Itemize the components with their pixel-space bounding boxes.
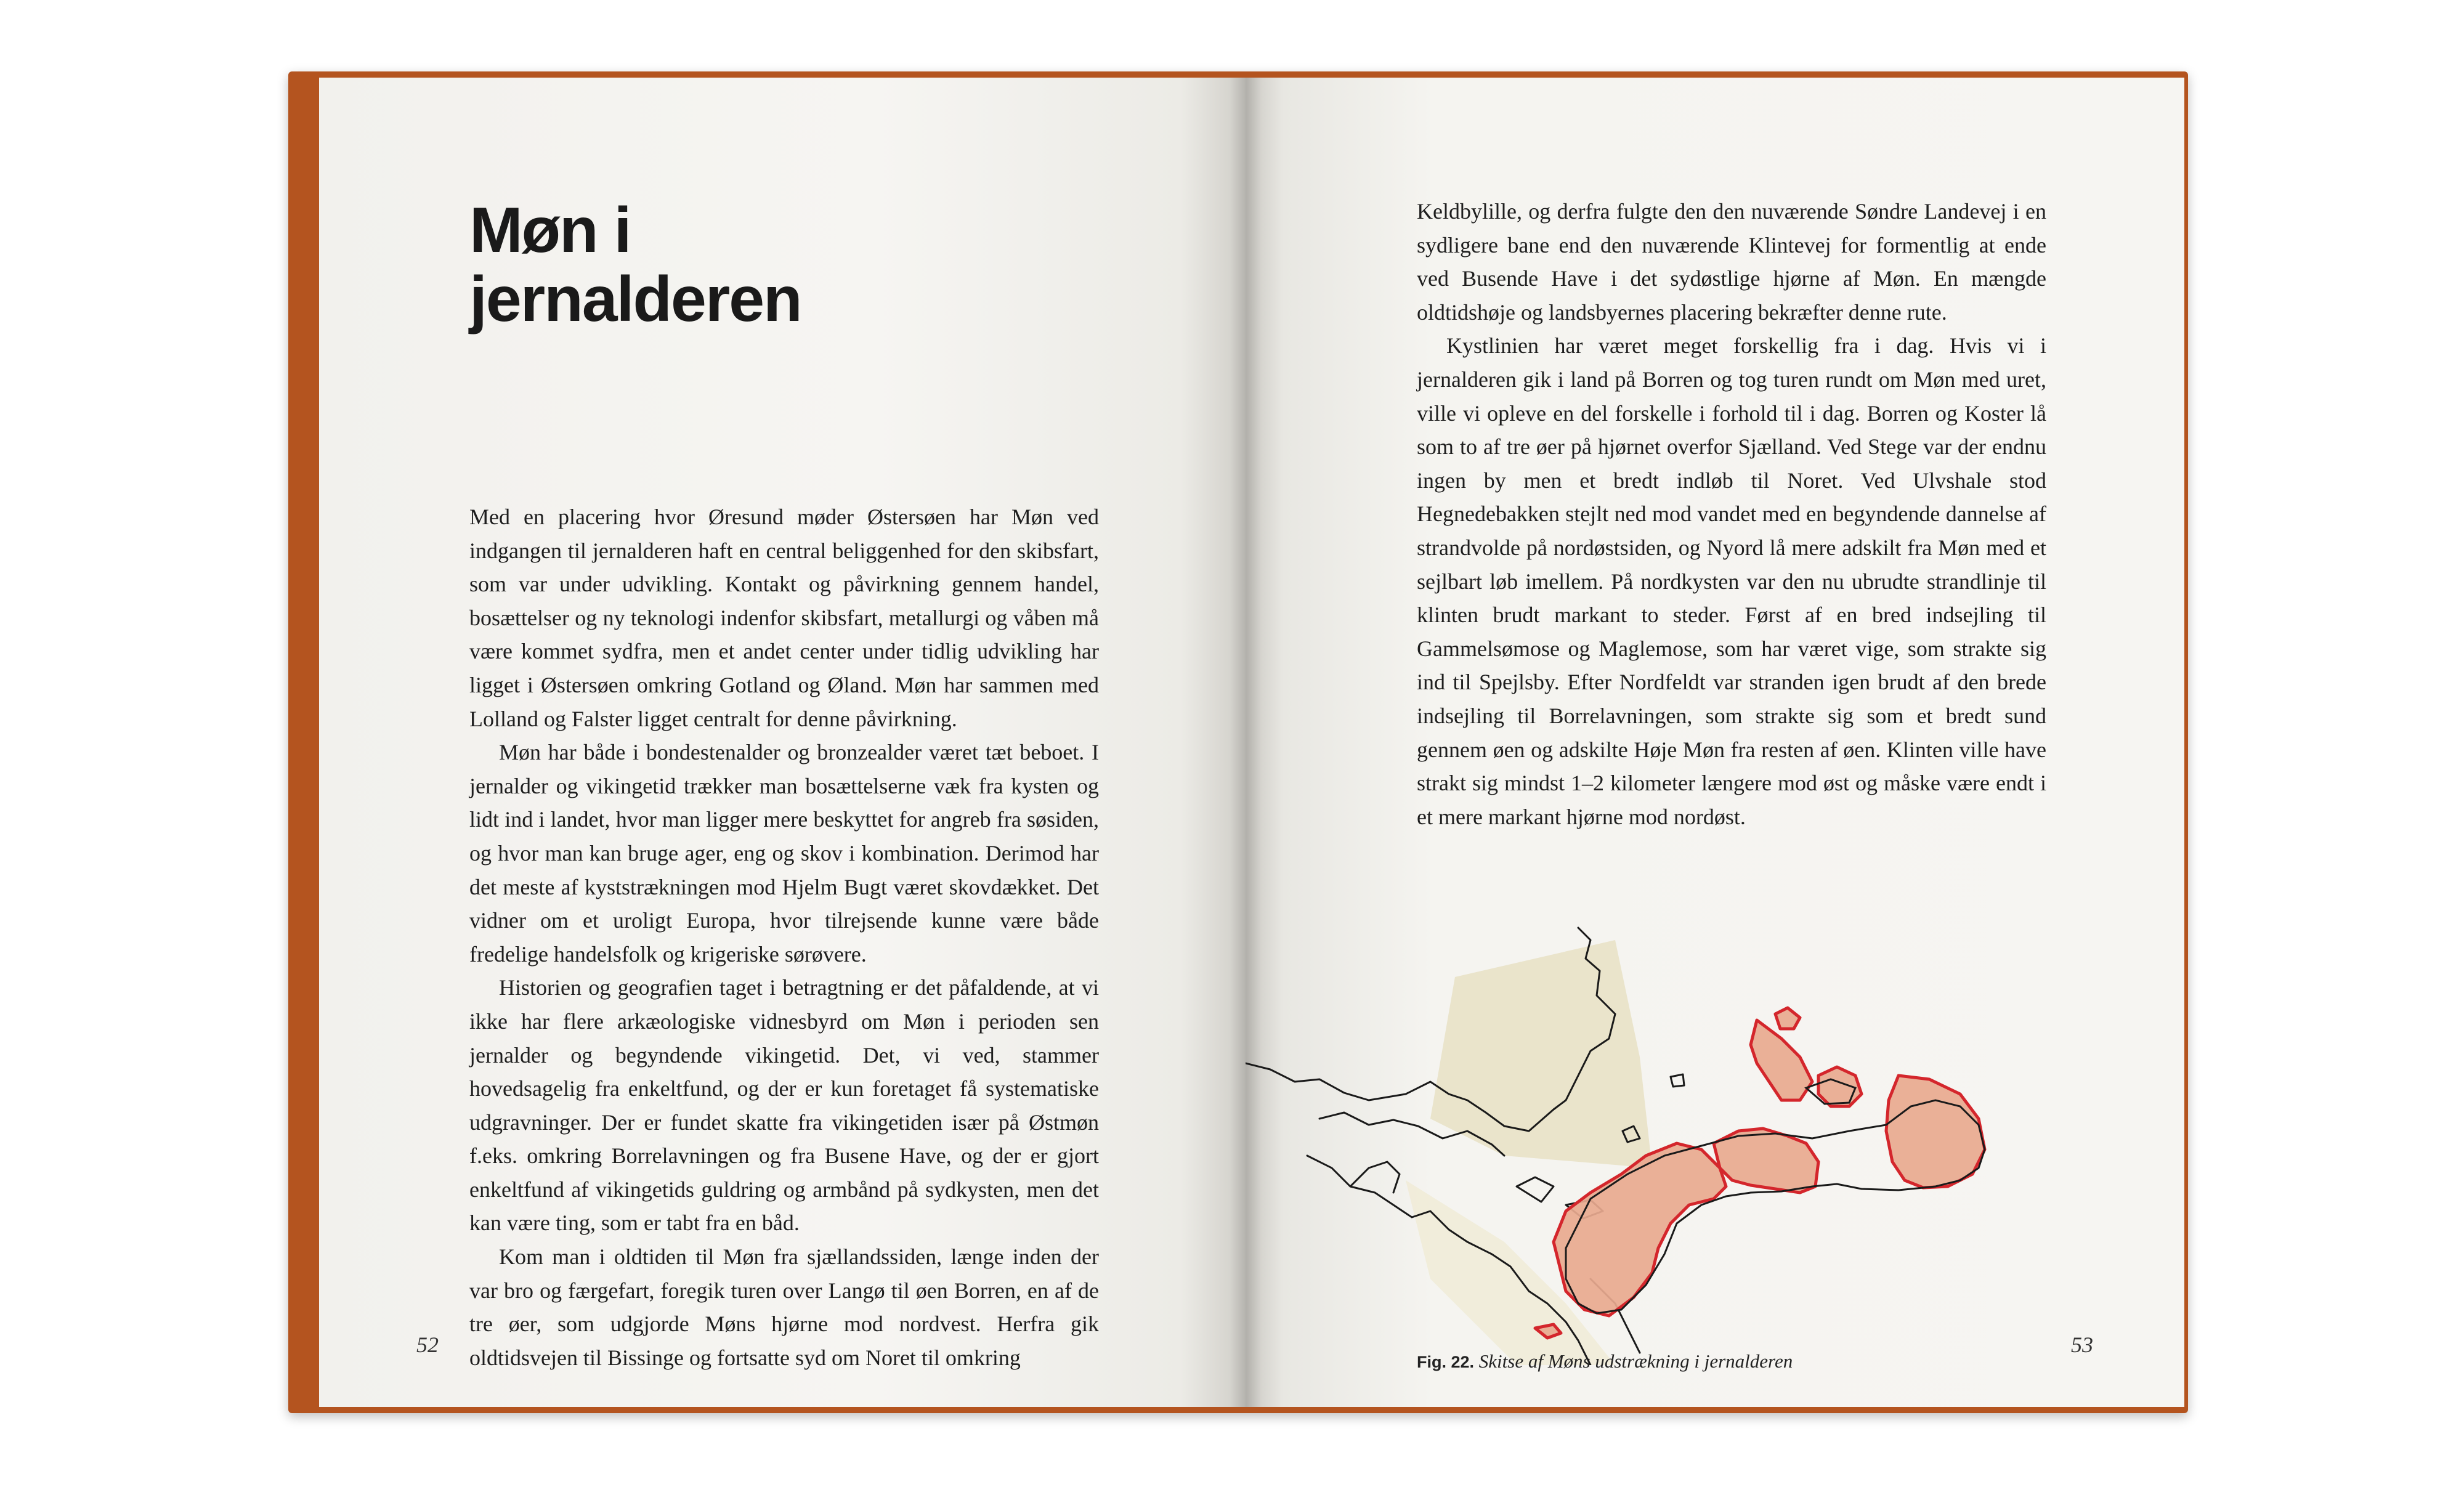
paragraph: Møn har både i bondestenalder og bronzealder været tæt beboet. I jernalder og vikingetid trækker man bosættelserne væk fra kysten og lidt ind i landet, hvor man ligger mere beskyttet for angreb fra søsiden, og hvor man kan bruge ager, eng og skov i kombination. Derimod har det meste af kyststrækningen mod Hjelm Bugt været skovdækket. Det vidner om et uroligt Europa, hvor tilrejsende kunne være både fredelige handelsfolk og krigeriske sørøvere.: [469, 740, 1099, 967]
iron-age-map: [1246, 897, 2053, 1365]
right-body-text: [1417, 195, 2046, 833]
iron-age-hoeje-moen: [1886, 1076, 1985, 1188]
chapter-title-line-2: jernalderen: [469, 264, 801, 335]
land-wash: [1430, 940, 1652, 1168]
spine-shadow: [1230, 78, 1262, 1407]
chapter-title: [469, 196, 1024, 334]
iron-age-ulvshale: [1751, 1020, 1812, 1100]
coastline-islet-4: [1671, 1074, 1684, 1087]
left-body-text: [469, 500, 1099, 1374]
left-page: [319, 78, 1246, 1407]
paragraph: Keldbylille, og derfra fulgte den den nuværende Søndre Landevej i en sydligere bane end den nuværende Klintevej for formentlig at ende ved Busende Have i det sydøstlige hjørne af Møn. En mængde oldtidshøje og landsbyernes placering bekræfter denne rute.: [1417, 199, 2046, 325]
coastline-islet-1: [1517, 1177, 1554, 1202]
page-number-left: 52: [416, 1332, 439, 1357]
paragraph: Kom man i oldtiden til Møn fra sjællandssiden, længe inden der var bro og færgefart, foregik turen over Langø til øen Borren, en af de tre øer, som udgjorde Møns hjørne mod nordvest. Herfra gik oldtidsvejen til Bissinge og fortsatte syd om Noret til omkring: [469, 1244, 1099, 1370]
page-number-right: 53: [2071, 1332, 2093, 1357]
figure-caption-text: Skitse af Møns udstrækning i jernalderen: [1478, 1350, 1793, 1372]
figure-label: Fig. 22.: [1417, 1353, 1475, 1371]
paragraph: Med en placering hvor Øresund møder Østersøen har Møn ved indgangen til jernalderen haft en central beliggenhed for den skibsfart, som var under udvikling. Kontakt og påvirkning gennem handel, bosættelser og ny teknologi indenfor skibsfart, metallurgi og våben må være kommet sydfra, men et andet center under tidlig udvikling har ligget i Østersøen omkring Gotland og Øland. Møn har sammen med Lolland og Falster ligget centralt for denne påvirkning.: [469, 505, 1099, 731]
chapter-title-line-1: Møn i: [469, 195, 631, 266]
iron-age-north-island: [1775, 1008, 1800, 1029]
right-page: [1246, 78, 2184, 1407]
paragraph: Historien og geografien taget i betragtning er det påfaldende, at vi ikke har flere arkæologiske vidnesbyrd om Møn i perioden sen jernalder og begyndende vikingetid. Det, vi ved, stammer hovedsagelig fra enkeltfund, og der er kun foretaget få systematiske udgravninger. Der er fundet skatte fra vikingetiden især på Østmøn f.eks. omkring Borrelavningen og fra Busene Have, og der er gjort enkeltfund af vikingetids guldring og armbånd på sydkysten, men det kan være ting, som er tabt fra en båd.: [469, 975, 1099, 1236]
figure-caption: [1417, 1350, 1793, 1372]
iron-age-nyord: [1818, 1067, 1862, 1106]
paragraph: Kystlinien har været meget forskellig fra i dag. Hvis vi i jernalderen gik i land på Borren og tog turen rundt om Møn med uret, ville vi opleve en del forskelle i forhold til i dag. Borren og Koster lå som to af tre øer på hjørnet overfor Sjælland. Ved Stege var der endnu ingen by men et bredt indløb til Noret. Ved Ulvshale stod Hegnedebakken stejlt ned mod vandet med en begyndende dannelse af strandvolde på nordøstsiden, og Nyord lå mere adskilt fra Møn med et sejlbart løb imellem. På nordkysten var den nu ubrudte strandlinje til klinten brudt markant to steder. Først af en bred indsejling til Gammelsømose og Maglemose, som har været vige, som strakte sig ind til Spejlsby. Efter Nordfeldt var stranden igen brudt af den brede indsejling til Borrelavningen, som strakte sig som et bredt sund gennem øen og adskilte Høje Møn fra resten af øen. Klinten ville have strakt sig mindst 1–2 kilometer længere mod øst og måske være endt i et mere markant hjørne mod nordøst.: [1417, 333, 2046, 829]
